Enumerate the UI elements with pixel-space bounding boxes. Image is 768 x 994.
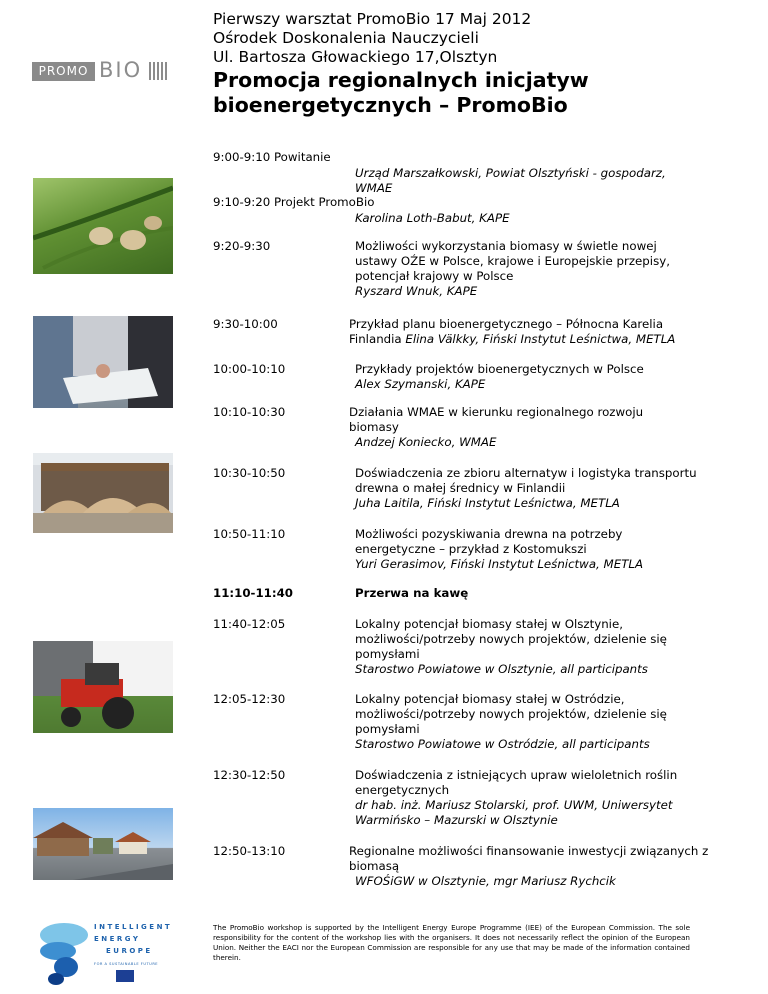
agenda-item [355,239,700,299]
page-title-line-1: Promocja regionalnych inicjatyw [213,68,589,92]
agenda-time: 12:30-12:50 [213,768,286,782]
wood-chip-shed-illustration [33,453,173,533]
agenda-item [349,844,709,889]
agenda-title: Doświadczenia ze zbioru alternatyw i logistyka transportu drewna o małej średnicy w Finlandii [355,466,697,495]
agenda-item [349,317,709,347]
agenda-title: Przykład planu bioenergetycznego – Północna Karelia Finlandia [349,317,664,346]
agenda-item [355,768,700,828]
agenda-item [355,466,700,511]
logo-promo-box: PROMO [32,62,95,81]
agenda-title: Przykłady projektów bioenergetycznych w Polsce [355,362,644,376]
photo-people-map [33,316,173,408]
agenda-speaker: Elina Välkky, Fiński Instytut Leśnictwa, METLA [405,332,676,346]
iee-swoosh-icon [36,915,96,985]
iee-text-europe: EUROPE [106,947,153,955]
village-street-illustration [33,808,173,880]
agenda-speaker: Alex Szymanski, KAPE [355,377,486,391]
photo-village-street [33,808,173,880]
agenda-item [355,527,700,572]
agenda-time-break: 11:10-11:40 [213,586,293,600]
people-map-illustration [33,316,173,408]
agenda-item [355,211,700,226]
photo-pine-shoots [33,178,173,274]
photo-wood-chip-shed [33,453,173,533]
agenda-time: 10:30-10:50 [213,466,286,480]
disclaimer-text: The PromoBio workshop is supported by the Intelligent Energy Europe Programme (IEE) of the European Commission. The sole responsibility for the content of the workshop lies with the organisers. It does not necessarily reflect the opinion of the European Union. Neither the EACI nor the European Commission are responsible for any use that may be made of the information contained therein. [213,923,690,962]
agenda-title: Lokalny potencjał biomasy stałej w Ostródzie, możliwości/potrzeby nowych projektów, dzielenie się pomysłami [355,692,667,736]
eu-flag-icon [116,970,134,982]
agenda-time: 10:10-10:30 [213,405,286,419]
pine-shoots-illustration [33,178,173,274]
logo-bio-text: BIO [99,58,143,82]
agenda-time: 9:10-9:20 Projekt PromoBio [213,195,375,209]
agenda-speaker: Starostwo Powiatowe w Olsztynie, all participants [355,662,648,676]
agenda-item [349,405,649,450]
iee-text-intelligent: INTELLIGENT [94,923,173,931]
agenda-speaker: Karolina Loth-Babut, KAPE [355,211,510,225]
agenda-title: Możliwości pozyskiwania drewna na potrzeby energetyczne – przykład z Kostomukszi [355,527,623,556]
agenda-item [355,692,700,752]
promobio-logo [32,59,172,84]
agenda-item [355,362,700,392]
agenda-title: Działania WMAE w kierunku regionalnego rozwoju biomasy [349,405,644,434]
agenda-speaker: dr hab. inż. Mariusz Stolarski, prof. UWM, Uniwersytet Warmińsko – Mazurski w Olsztynie [355,798,673,827]
agenda-speaker: Urząd Marszałkowski, Powiat Olsztyński - gospodarz, WMAE [355,166,666,195]
agenda-time: 12:05-12:30 [213,692,286,706]
agenda-title: Doświadczenia z istniejących upraw wieloletnich roślin energetycznych [355,768,678,797]
agenda-speaker: WFOŚiGW w Olsztynie, mgr Mariusz Rychcik [355,874,616,888]
agenda-speaker: Juha Laitila, Fiński Instytut Leśnictwa, METLA [355,496,620,510]
agenda-title: Możliwości wykorzystania biomasy w świetle nowej ustawy OŹE w Polsce, krajowe i Europejskie przepisy, potencjał krajowy w Polsce [355,239,670,283]
header-line-2: Ośrodek Doskonalenia Nauczycieli [213,29,479,47]
agenda-title: Regionalne możliwości finansowanie inwestycji związanych z biomasą [349,844,709,873]
agenda-item [355,166,700,196]
agenda-time: 9:20-9:30 [213,239,271,253]
agenda-time: 9:30-10:00 [213,317,278,331]
agenda-time: 10:50-11:10 [213,527,286,541]
header-line-1: Pierwszy warsztat PromoBio 17 Maj 2012 [213,10,532,28]
iee-tagline: FOR A SUSTAINABLE FUTURE [94,962,159,966]
agenda-speaker: Yuri Gerasimov, Fiński Instytut Leśnictwa, METLA [355,557,644,571]
iee-logo [36,915,176,985]
tractor-illustration [33,641,173,733]
logo-bars-icon [149,62,171,80]
agenda-speaker: Starostwo Powiatowe w Ostródzie, all participants [355,737,650,751]
page-title-line-2: bioenergetycznych – PromoBio [213,93,568,117]
agenda-title: Lokalny potencjał biomasy stałej w Olsztynie, możliwości/potrzeby nowych projektów, dzielenie się pomysłami [355,617,667,661]
header-line-3: Ul. Bartosza Głowackiego 17,Olsztyn [213,48,498,66]
agenda-speaker: Ryszard Wnuk, KAPE [355,284,478,298]
agenda-time: 9:00-9:10 Powitanie [213,150,331,164]
agenda-time: 12:50-13:10 [213,844,286,858]
agenda-break-title: Przerwa na kawę [355,586,469,600]
agenda-time: 10:00-10:10 [213,362,286,376]
agenda-speaker: Andzej Koniecko, WMAE [355,435,497,449]
agenda-item [355,617,700,677]
iee-text-energy: ENERGY [94,935,141,943]
photo-tractor [33,641,173,733]
agenda-time: 11:40-12:05 [213,617,286,631]
